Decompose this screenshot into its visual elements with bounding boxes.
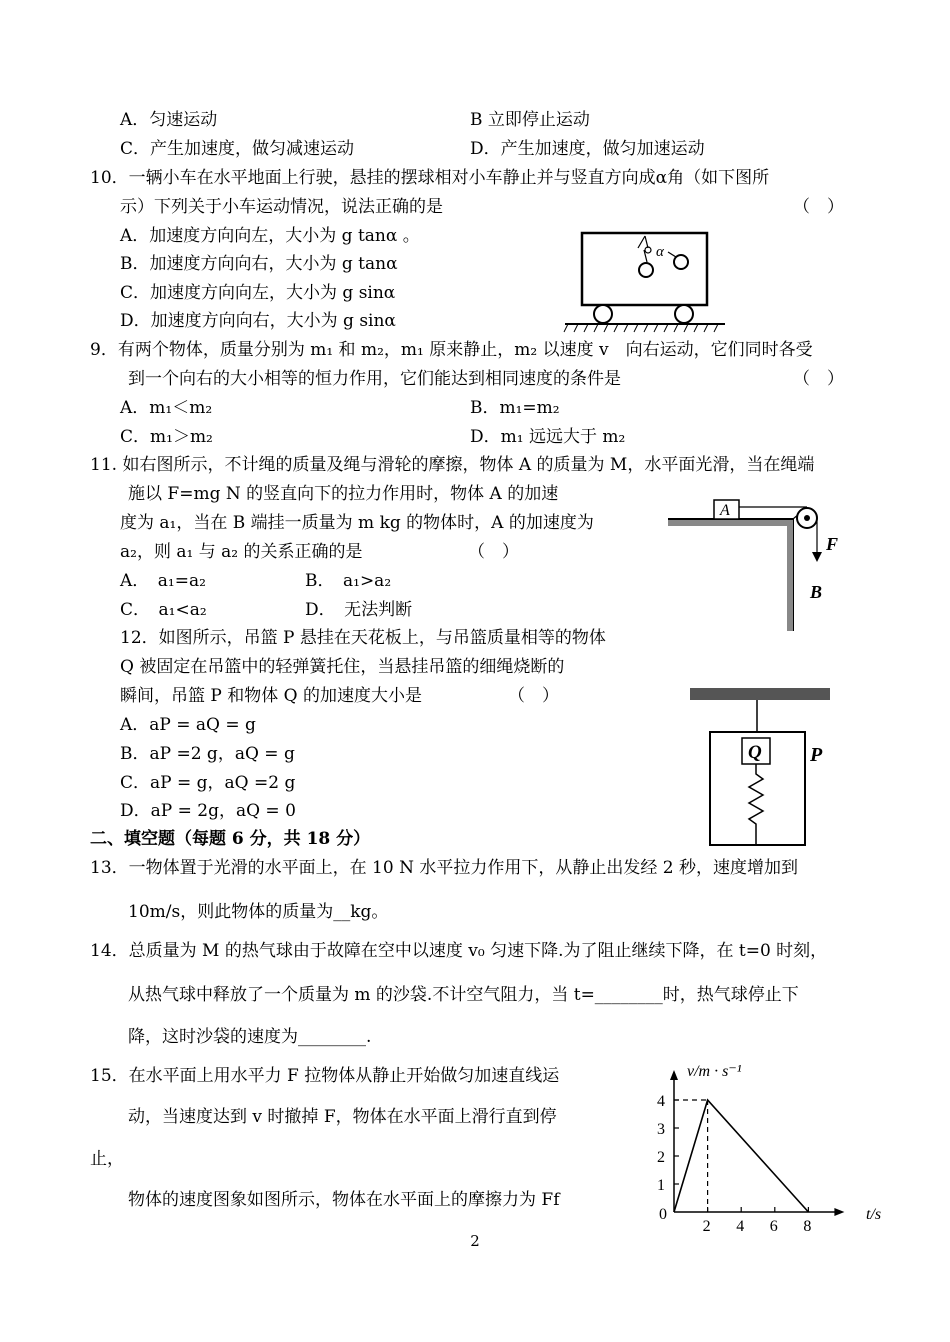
q11-stem-line4: a₂，则 a₁ 与 a₂ 的关系正确的是 (120, 542, 363, 562)
q9-option-d: D．m₁ 远远大于 m₂ (470, 427, 626, 447)
q12-option-a: A．aP = aQ = g (120, 715, 256, 735)
y-tick-label: 2 (657, 1149, 665, 1166)
q-option-c: C．产生加速度，做匀减速运动 (120, 139, 355, 159)
q12-option-c: C．aP = g，aQ =2 g (120, 773, 296, 793)
q11-option-b: B． a₁>a₂ (305, 571, 392, 591)
q15-stem-line1: 15．在水平面上用水平力 F 拉物体从静止开始做匀加速直线运 (90, 1066, 560, 1086)
q14-stem-line3: 降，这时沙袋的速度为________. (128, 1027, 372, 1047)
x-tick-label: 8 (803, 1218, 812, 1235)
q10-option-d: D．加速度方向向右，大小为 g sinα (120, 311, 396, 331)
q11-option-d: D． 无法判断 (305, 600, 413, 620)
force-f-label: F (826, 534, 839, 554)
pendulum-ball (639, 263, 653, 277)
q12-stem-line1: 12．如图所示，吊篮 P 悬挂在天花板上，与吊篮质量相等的物体 (120, 628, 606, 648)
pulley-figure (668, 496, 853, 636)
page-number: 2 (470, 1232, 480, 1250)
basket-p-label: P (810, 744, 823, 766)
q11-stem-line2: 施以 F=mg N 的竖直向下的拉力作用时，物体 A 的加速 (128, 484, 559, 504)
pendulum-ball-deflected (674, 255, 688, 269)
object-q-label: Q (748, 742, 762, 763)
x-tick-label: 4 (736, 1218, 745, 1235)
q11-stem-line3: 度为 a₁，当在 B 端挂一质量为 m kg 的物体时，A 的加速度为 (120, 513, 594, 533)
q10-option-b: B．加速度方向向右，大小为 g tanα (120, 254, 398, 274)
q12-answer-bracket: （ ） (508, 686, 559, 706)
block-a-label: A (720, 502, 730, 519)
x-tick-label: 6 (769, 1218, 778, 1235)
q15-stem-line4: 物体的速度图象如图所示，物体在水平面上的摩擦力为 Ff (128, 1190, 560, 1210)
q9-answer-bracket: （ ） (793, 369, 844, 389)
q12-option-d: D．aP = 2g，aQ = 0 (120, 801, 296, 821)
q-option-b: B 立即停止运动 (470, 110, 590, 130)
y-axis-arrow (670, 1070, 678, 1080)
q9-option-c: C．m₁＞m₂ (120, 427, 213, 447)
q15-stem-line3: 止， (90, 1149, 124, 1169)
q14-stem-line1: 14．总质量为 M 的热气球由于故障在空中以速度 v₀ 匀速下降.为了阻止继续下降，在 t=0 时刻， (90, 941, 828, 961)
cart-wheel-right (675, 305, 693, 323)
q13-stem-line1: 13．一物体置于光滑的水平面上，在 10 N 水平拉力作用下，从静止出发经 2 秒，速度增加到 (90, 858, 798, 878)
q9-stem-line2: 到一个向右的大小相等的恒力作用，它们能达到相同速度的条件是 (128, 369, 621, 389)
cart-angle-label: α (656, 244, 664, 260)
cart-body (582, 233, 707, 305)
q10-option-c: C．加速度方向向左，大小为 g sinα (120, 283, 396, 303)
q-option-d: D．产生加速度，做匀加速运动 (470, 139, 705, 159)
y-tick-label: 1 (657, 1177, 665, 1194)
basket-figure (685, 684, 845, 854)
q9-stem-line1: 9．有两个物体，质量分别为 m₁ 和 m₂，m₁ 原来静止，m₂ 以速度 v 向右运动，它们同时各受 (90, 340, 813, 360)
q13-stem-line2: 10m/s，则此物体的质量为__kg。 (128, 902, 389, 922)
q11-option-c: C． a₁<a₂ (120, 600, 207, 620)
cart-figure (560, 228, 730, 338)
origin-label: 0 (659, 1206, 667, 1223)
q15-stem-line2: 动，当速度达到 v 时撤掉 F，物体在水平面上滑行直到停 (128, 1107, 557, 1127)
q10-option-a: A．加速度方向向左，大小为 g tanα 。 (120, 226, 420, 246)
y-tick-label: 3 (657, 1121, 665, 1138)
x-axis-label: t/s (866, 1206, 882, 1223)
q10-stem-line2: 示）下列关于小车运动情况，说法正确的是 (120, 197, 443, 217)
velocity-time-chart (650, 1056, 895, 1236)
q12-stem-line2: Q 被固定在吊篮中的轻弹簧托住，当悬挂吊篮的细绳烧断的 (120, 657, 565, 677)
cart-wheel-left (594, 305, 612, 323)
x-axis-arrow (834, 1208, 844, 1216)
q12-option-b: B．aP =2 g，aQ = g (120, 744, 295, 764)
q10-answer-bracket: （ ） (793, 197, 844, 217)
section-heading: 二、填空题（每题 6 分，共 18 分） (90, 829, 371, 849)
q-option-a: A．匀速运动 (120, 110, 218, 130)
q11-option-a: A． a₁=a₂ (120, 571, 206, 591)
y-tick-label: 4 (657, 1093, 665, 1110)
q14-stem-line2: 从热气球中释放了一个质量为 m 的沙袋.不计空气阻力，当 t=________时，热气球停止下 (128, 985, 799, 1005)
q11-stem-line1: 11. 如右图所示，不计绳的质量及绳与滑轮的摩擦，物体 A 的质量为 M，水平面光滑，当在绳端 (90, 455, 815, 475)
ceiling (690, 688, 830, 700)
q11-answer-bracket: （ ） (468, 542, 519, 562)
q12-stem-line3: 瞬间，吊篮 P 和物体 Q 的加速度大小是 (120, 686, 422, 706)
q9-option-b: B．m₁=m₂ (470, 398, 560, 418)
x-tick-label: 2 (702, 1218, 711, 1235)
end-b-label: B (810, 582, 823, 602)
velocity-series-line (674, 1100, 808, 1212)
q9-option-a: A．m₁＜m₂ (120, 398, 213, 418)
y-axis-label: v/m · s⁻¹ (687, 1063, 742, 1080)
q10-stem-line1: 10．一辆小车在水平地面上行驶，悬挂的摆球相对小车静止并与竖直方向成α角（如下图所 (90, 168, 770, 188)
